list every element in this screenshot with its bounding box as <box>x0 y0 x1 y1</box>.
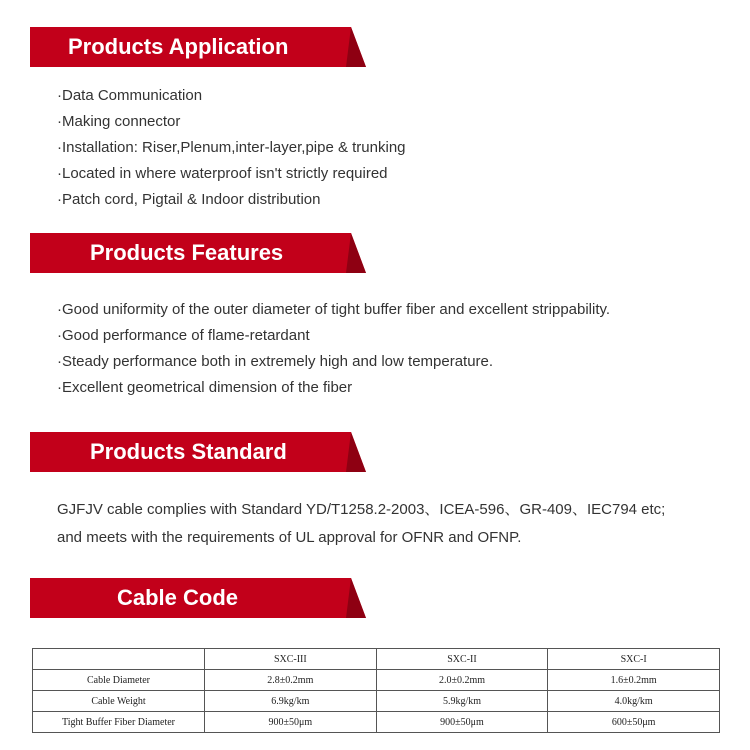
table-cell: 5.9kg/km <box>376 691 548 712</box>
standard-line: and meets with the requirements of UL approval for OFNR and OFNP. <box>57 529 522 546</box>
application-list <box>57 83 406 213</box>
table-header-row <box>33 649 720 670</box>
list-item: ·Data Communication <box>57 87 203 104</box>
cable-code-banner <box>30 578 366 618</box>
table-cell: 4.0kg/km <box>548 691 720 712</box>
list-item: ·Making connector <box>57 113 181 130</box>
table-row-label: Cable Diameter <box>33 670 205 691</box>
products-features-banner <box>30 233 366 273</box>
table-cell: 6.9kg/km <box>205 691 377 712</box>
table-header-cell: SXC-II <box>376 649 548 670</box>
products-standard-title: Products Standard <box>90 439 287 464</box>
list-item: ·Patch cord, Pigtail & Indoor distribution <box>57 191 321 208</box>
table-row <box>33 712 720 733</box>
table-header-cell: SXC-I <box>548 649 720 670</box>
table-row-label: Cable Weight <box>33 691 205 712</box>
standard-line: GJFJV cable complies with Standard YD/T1258.2-2003、ICEA-596、GR-409、IEC794 etc; <box>57 501 666 518</box>
table-cell: 900±50μm <box>205 712 377 733</box>
table-row-label: Tight Buffer Fiber Diameter <box>33 712 205 733</box>
cable-code-title: Cable Code <box>117 585 239 610</box>
table-cell: 2.0±0.2mm <box>376 670 548 691</box>
table-cell: 1.6±0.2mm <box>548 670 720 691</box>
table-header-cell: SXC-III <box>205 649 377 670</box>
products-standard-banner <box>30 432 366 472</box>
table-header-cell <box>33 649 205 670</box>
list-item: ·Excellent geometrical dimension of the fiber <box>57 379 353 396</box>
products-features-title: Products Features <box>90 240 284 265</box>
table-cell: 900±50μm <box>376 712 548 733</box>
features-list <box>57 297 610 401</box>
table-cell: 600±50μm <box>548 712 720 733</box>
list-item: ·Good performance of flame-retardant <box>57 327 310 344</box>
list-item: ·Good uniformity of the outer diameter of tight buffer fiber and excellent strippability. <box>57 301 611 318</box>
standard-paragraph <box>57 496 737 552</box>
table-row <box>33 670 720 691</box>
table-cell: 2.8±0.2mm <box>205 670 377 691</box>
list-item: ·Installation: Riser,Plenum,inter-layer,pipe & trunking <box>57 139 406 156</box>
products-application-banner <box>30 27 366 67</box>
table-row <box>33 691 720 712</box>
cable-code-table <box>32 648 720 733</box>
list-item: ·Located in where waterproof isn't strictly required <box>57 165 388 182</box>
products-application-title: Products Application <box>68 34 289 59</box>
list-item: ·Steady performance both in extremely high and low temperature. <box>57 353 494 370</box>
